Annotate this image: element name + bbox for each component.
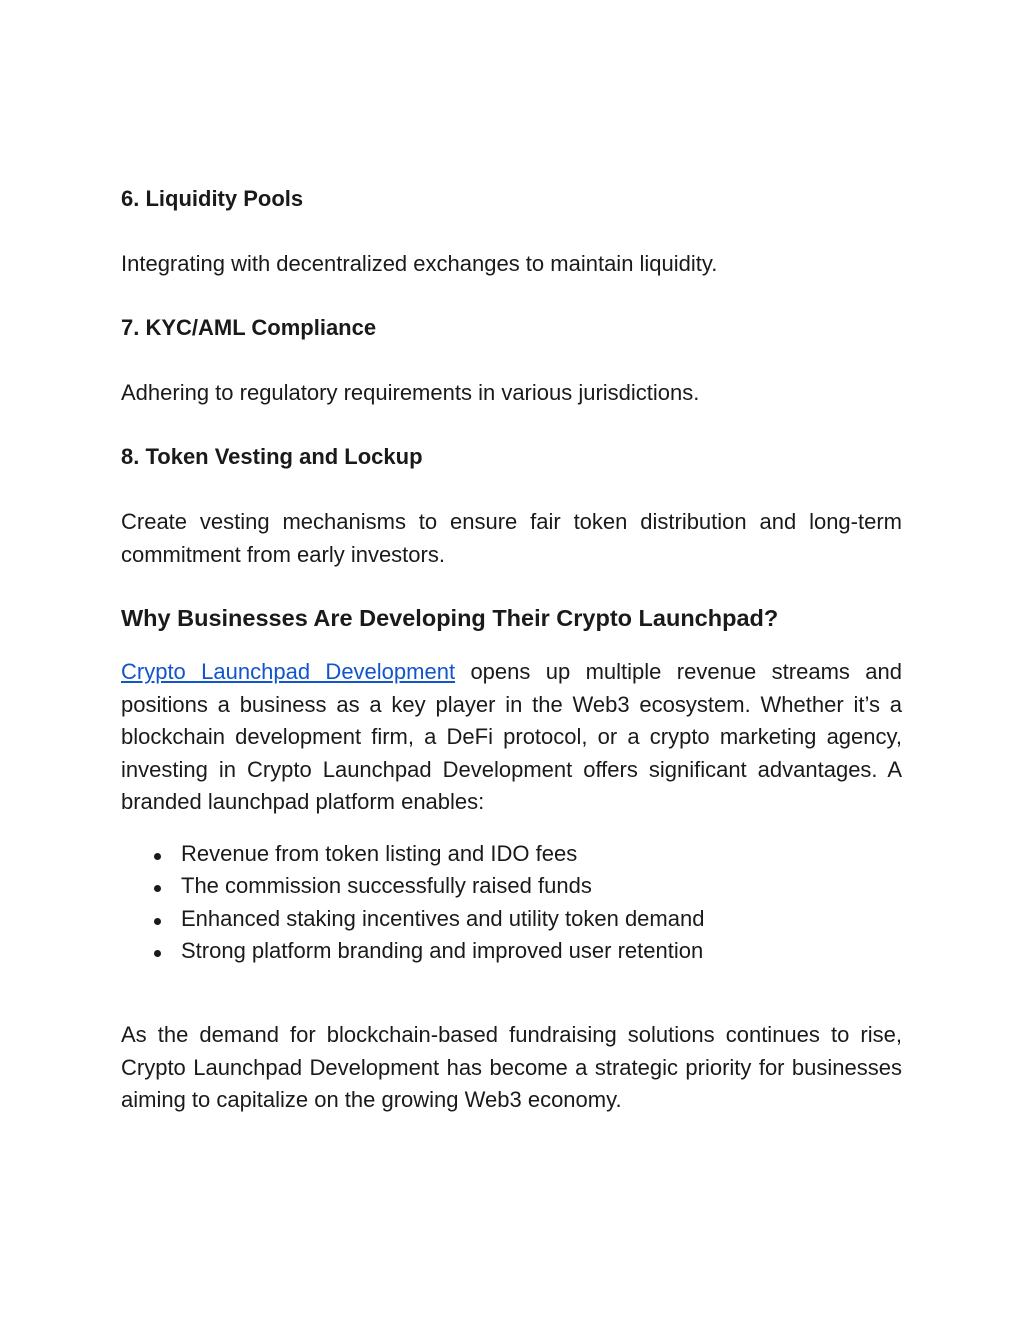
list-item-text: Enhanced staking incentives and utility token demand — [181, 905, 705, 931]
bullet-icon — [154, 885, 161, 892]
section-heading-liquidity-pools: 6. Liquidity Pools — [121, 186, 304, 211]
section-heading-kyc-aml: 7. KYC/AML Compliance — [121, 315, 377, 340]
why-intro-paragraph — [121, 656, 902, 819]
benefits-list — [121, 838, 902, 967]
list-item-text: Revenue from token listing and IDO fees — [181, 841, 578, 866]
section-body-token-vesting: Create vesting mechanisms to ensure fair token distribution and long-term commitment from early investors. — [121, 509, 902, 567]
crypto-launchpad-development-link[interactable]: Crypto Launchpad Development — [121, 659, 456, 684]
list-item — [121, 838, 902, 870]
bullet-icon — [154, 853, 161, 860]
why-heading: Why Businesses Are Developing Their Crypto Launchpad? — [121, 605, 779, 631]
bullet-icon — [154, 918, 161, 925]
bullet-icon — [154, 950, 161, 957]
why-intro-text: opens up multiple revenue streams and positions a business as a key player in the Web3 ecosystem. Whether it’s a blockchain development firm, a DeFi protocol, or a crypto marketing agency, investing in Crypto Launchpad Development offers significant advantages. A branded launchpad platform enables: — [121, 659, 902, 814]
closing-paragraph: As the demand for blockchain-based fundraising solutions continues to rise, Crypto Launchpad Development has become a strategic priority for businesses aiming to capitalize on the growing Web3 economy. — [121, 1022, 902, 1112]
section-body-kyc-aml: Adhering to regulatory requirements in various jurisdictions. — [121, 380, 700, 405]
list-item — [121, 935, 902, 967]
section-heading-token-vesting: 8. Token Vesting and Lockup — [121, 444, 423, 469]
list-item — [121, 870, 902, 902]
list-item-text: The commission successfully raised funds — [181, 873, 592, 899]
list-item — [121, 903, 902, 935]
section-body-liquidity-pools: Integrating with decentralized exchanges to maintain liquidity. — [121, 251, 718, 276]
list-item-text: Strong platform branding and improved user retention — [181, 937, 704, 963]
